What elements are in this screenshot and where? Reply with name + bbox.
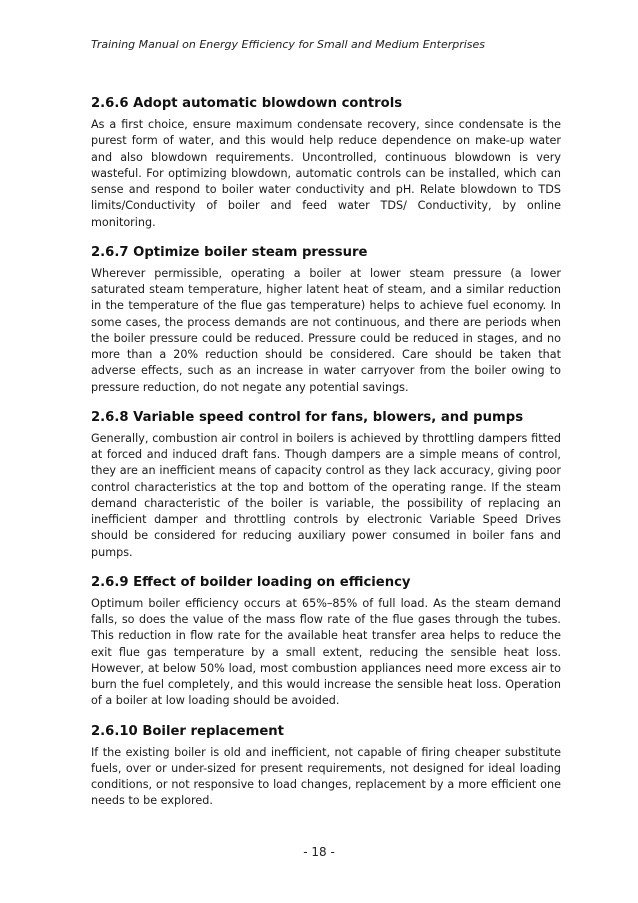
- section-heading: 2.6.10 Boiler replacement: [91, 723, 284, 739]
- section-body: As a first choice, ensure maximum condensate recovery, since condensate is the purest form of water, and this would help reduce dependence on make-up water and also blowdown requirements. Uncontrolled, continuous blowdown is very wasteful. For optimizing blowdown, automatic controls can be installed, which can sense and respond to boiler water conductivity and pH. Relate blowdown to TDS limits/Conductivity of boiler and feed water TDS/ Conductivity, by online monitoring.: [91, 118, 561, 229]
- section-body: Wherever permissible, operating a boiler at lower steam pressure (a lower saturated steam temperature, higher latent heat of steam, and a similar reduction in the temperature of the flue gas temperature) helps to achieve fuel economy. In some cases, the process demands are not continuous, and there are periods when the boiler pressure could be reduced. Pressure could be reduced in stages, and no more than a 20% reduction should be considered. Care should be taken that adverse effects, such as an increase in water carryover from the boiler owing to pressure reduction, do not negate any potential savings.: [91, 266, 561, 394]
- page-number: - 18 -: [303, 845, 335, 859]
- section-body: If the existing boiler is old and inefficient, not capable of firing cheaper substitute fuels, over or under-sized for present requirements, not designed for ideal loading conditions, or not responsive to load changes, replacement by a more efficient one needs to be explored.: [91, 745, 561, 808]
- section-body: Optimum boiler efficiency occurs at 65%–85% of full load. As the steam demand falls, so does the value of the mass flow rate of the flue gases through the tubes. This reduction in flow rate for the available heat transfer area helps to reduce the exit flue gas temperature by a small extent, reducing the sensible heat loss. However, at below 50% load, most combustion appliances need more excess air to burn the fuel completely, and this would increase the sensible heat loss. Operation of a boiler at low loading should be avoided.: [91, 596, 561, 708]
- section-heading: 2.6.6 Adopt automatic blowdown controls: [91, 96, 403, 111]
- section-heading: 2.6.8 Variable speed control for fans, blowers, and pumps: [91, 409, 524, 425]
- page-content: [91, 95, 561, 823]
- section-heading: 2.6.7 Optimize boiler steam pressure: [91, 244, 368, 260]
- section-boiler-replacement: [91, 723, 561, 810]
- section-heading: 2.6.9 Effect of boilder loading on efficiency: [91, 574, 411, 590]
- section-adopt-automatic-blowdown-controls: [91, 95, 561, 231]
- section-effect-of-boiler-loading: [91, 574, 561, 710]
- section-body: Generally, combustion air control in boilers is achieved by throttling dampers fitted at forced and induced draft fans. Though dampers are a simple means of control, they are an inefficient means of capacity control as they lack accuracy, giving poor control characteristics at the top and bottom of the operating range. If the steam demand characteristic of the boiler is variable, the possibility of replacing an inefficient damper and throttling controls by electronic Variable Speed Drives should be considered for reducing auxiliary power consumed in boiler fans and pumps.: [91, 431, 561, 559]
- running-header: Training Manual on Energy Efficiency for Small and Medium Enterprises: [91, 38, 486, 51]
- section-optimize-boiler-steam-pressure: [91, 244, 561, 396]
- section-variable-speed-control: [91, 409, 561, 561]
